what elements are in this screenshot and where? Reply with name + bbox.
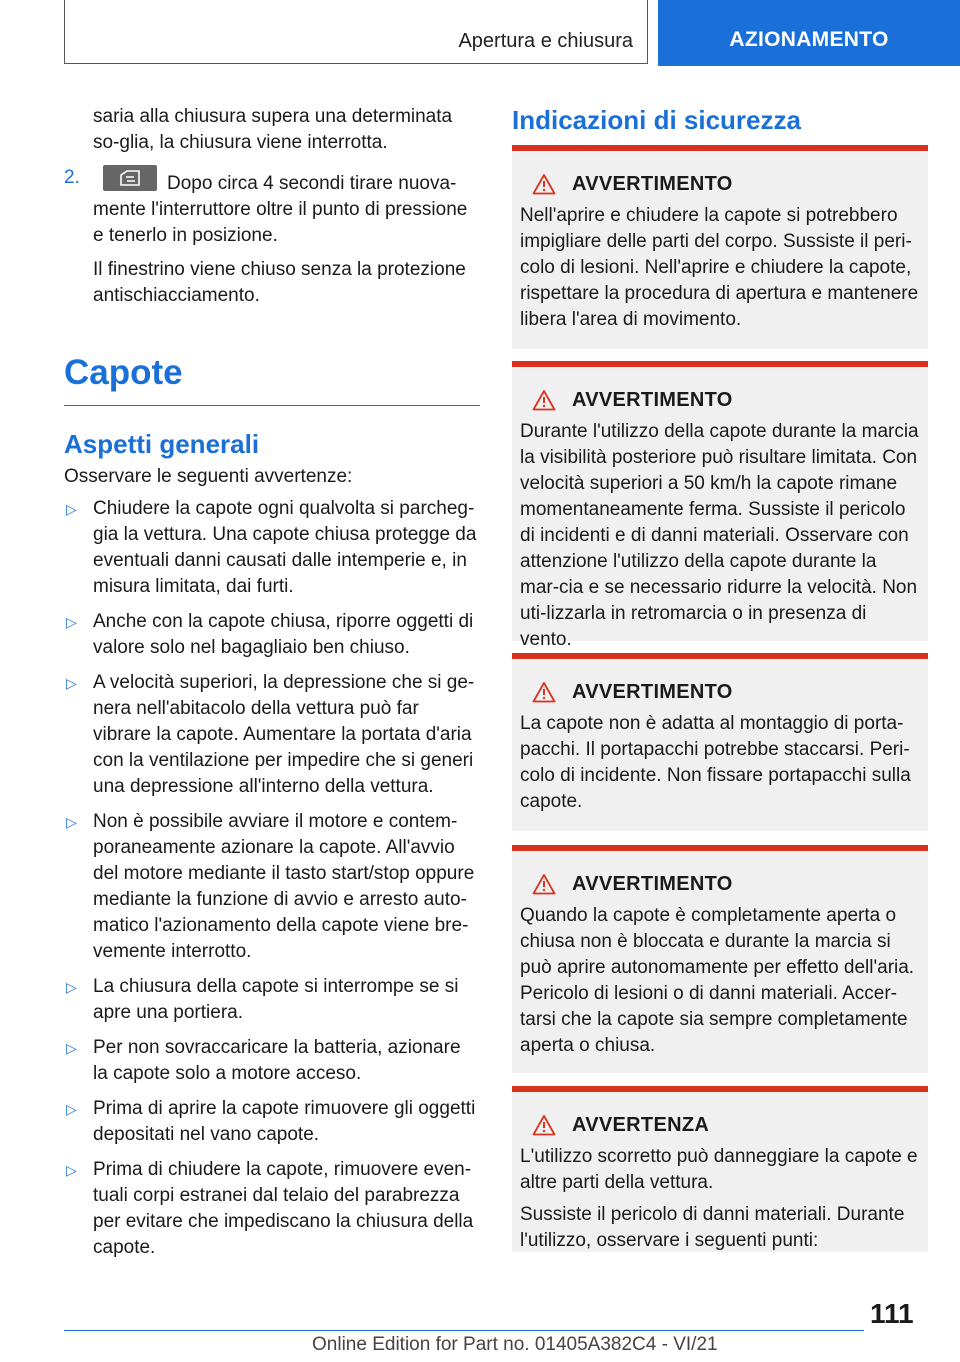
warning-text: Quando la capote è completamente aperta o chiusa non è bloccata e durante la marcia si può aprire autonomamente per effetto dell'aria. Pericolo di lesioni o di danni materiali. Accer-tarsi che la capote sia sempre completamente aperta o chiusa. [520, 905, 915, 1056]
header-frame [64, 0, 648, 64]
chapter-heading: Capote [64, 353, 480, 406]
intro-text: saria alla chiusura supera una determinata so-glia, la chiusura viene interrotta. [93, 106, 453, 153]
list-item-text: A velocità superiori, la depressione che si ge-nera nell'abitacolo della vettura può far vibrare la capote. Aumentare la portata d'aria con la ventilazione per impedire che si generi una depressione all'interno della vettura. [93, 672, 475, 797]
warning-header [520, 679, 920, 705]
section-title: Apertura e chiusura [458, 30, 633, 52]
list-item-text: La chiusura della capote si interrompe se si apre una portiera. [93, 976, 459, 1023]
bullet-icon: ▷ [66, 614, 77, 630]
warning-header [520, 387, 920, 413]
warning-box [512, 845, 928, 1073]
warning-triangle-icon [532, 389, 556, 411]
list-item [64, 1157, 480, 1261]
warning-triangle-icon [532, 1114, 556, 1136]
warning-text: Durante l'utilizzo della capote durante la marcia la visibilità posteriore può risultare limitata. Con velocità superiori a 50 km/h la capote rimane momentaneamente ferma. Sussiste il pericolo di incidenti e di danni materiali. Osservare con attenzione l'utilizzo della capote durante la mar-cia e se necessario ridurre la velocità. Non uti-lizzarla in retromarcia o in presenza di vento. [520, 421, 919, 650]
list-item-text: Non è possibile avviare il motore e contem-poraneamente azionare la capote. All'avvio del motore mediante il tasto start/stop oppure mediante la funzione di avvio e arresto auto-matico l'azionamento della capote viene bre-vemente interrotto. [93, 811, 475, 962]
list-item [64, 1035, 480, 1087]
warning-header [520, 871, 920, 897]
section-heading: Aspetti generali [64, 429, 260, 459]
list-item [64, 809, 480, 965]
warning-triangle-icon [532, 873, 556, 895]
bullet-icon: ▷ [66, 501, 77, 517]
list-item-text: Chiudere la capote ogni qualvolta si parcheg-gia la vettura. Una capote chiusa protegge da eventuali danni causati dalle intemperie e, in misura limitata, dai furti. [93, 498, 477, 597]
caution-box [512, 1086, 928, 1252]
lead-text: Osservare le seguenti avvertenze: [64, 466, 353, 487]
step-2 [64, 165, 480, 249]
step-2-note: Il finestrino viene chiuso senza la protezione antischiacciamento. [93, 259, 466, 306]
list-item [64, 670, 480, 800]
edition-note: Online Edition for Part no. 01405A382C4 - VI/21 [312, 1334, 718, 1355]
list-item [64, 1096, 480, 1148]
warning-title: AVVERTIMENTO [572, 389, 733, 411]
warning-triangle-icon [532, 681, 556, 703]
warning-box [512, 145, 928, 349]
list-item [64, 496, 480, 600]
warning-header [520, 1112, 920, 1138]
window-switch-icon [103, 165, 157, 191]
warning-title: AVVERTENZA [572, 1114, 710, 1136]
safety-heading: Indicazioni di sicurezza [512, 105, 801, 135]
bullet-list [64, 496, 480, 1261]
page-number: 111 [870, 1298, 914, 1329]
list-item-text: Anche con la capote chiusa, riporre oggetti di valore solo nel bagagliaio ben chiuso. [93, 611, 474, 658]
warning-header [520, 171, 920, 197]
chapter-tab[interactable] [658, 0, 960, 66]
warning-title: AVVERTIMENTO [572, 873, 733, 895]
footer-divider [64, 1330, 864, 1331]
bullet-icon: ▷ [66, 1162, 77, 1178]
list-item [64, 609, 480, 661]
warning-box [512, 653, 928, 831]
chapter-label: AZIONAMENTO [729, 28, 889, 51]
bullet-icon: ▷ [66, 1101, 77, 1117]
warning-text: L'utilizzo scorretto può danneggiare la capote e altre parti della vettura. [520, 1146, 918, 1193]
bullet-icon: ▷ [66, 675, 77, 691]
step-number: 2. [64, 167, 80, 188]
list-item-text: Prima di chiudere la capote, rimuovere even-tuali corpi estranei dal telaio del parabrezza per evitare che impediscano la chiusura della capote. [93, 1159, 474, 1258]
bullet-icon: ▷ [66, 1040, 77, 1056]
list-item-text: Prima di aprire la capote rimuovere gli oggetti depositati nel vano capote. [93, 1098, 476, 1145]
warning-title: AVVERTIMENTO [572, 681, 733, 703]
warning-text: Sussiste il pericolo di danni materiali. Durante l'utilizzo, osservare i seguenti punti: [520, 1204, 905, 1251]
bullet-icon: ▷ [66, 979, 77, 995]
step-2-text: Dopo circa 4 secondi tirare nuova-mente l'interruttore oltre il punto di pressione e tenerlo in posizione. [93, 173, 468, 246]
bullet-icon: ▷ [66, 814, 77, 830]
left-column [64, 104, 480, 1270]
warning-text: La capote non è adatta al montaggio di porta-pacchi. Il portapacchi potrebbe staccarsi. Peri-colo di incidente. Non fissare portapacchi sulla capote. [520, 713, 911, 812]
warning-box [512, 361, 928, 650]
right-column [512, 104, 928, 136]
warning-title: AVVERTIMENTO [572, 173, 733, 195]
warning-text: Nell'aprire e chiudere la capote si potrebbero impigliare delle parti del corpo. Sussiste il peri-colo di lesioni. Nell'aprire e chiudere la capote, rispettare la procedura di apertura e mantenere libera l'area di movimento. [520, 205, 919, 330]
list-item-text: Per non sovraccaricare la batteria, azionare la capote solo a motore acceso. [93, 1037, 461, 1084]
list-item [64, 974, 480, 1026]
warning-triangle-icon [532, 173, 556, 195]
